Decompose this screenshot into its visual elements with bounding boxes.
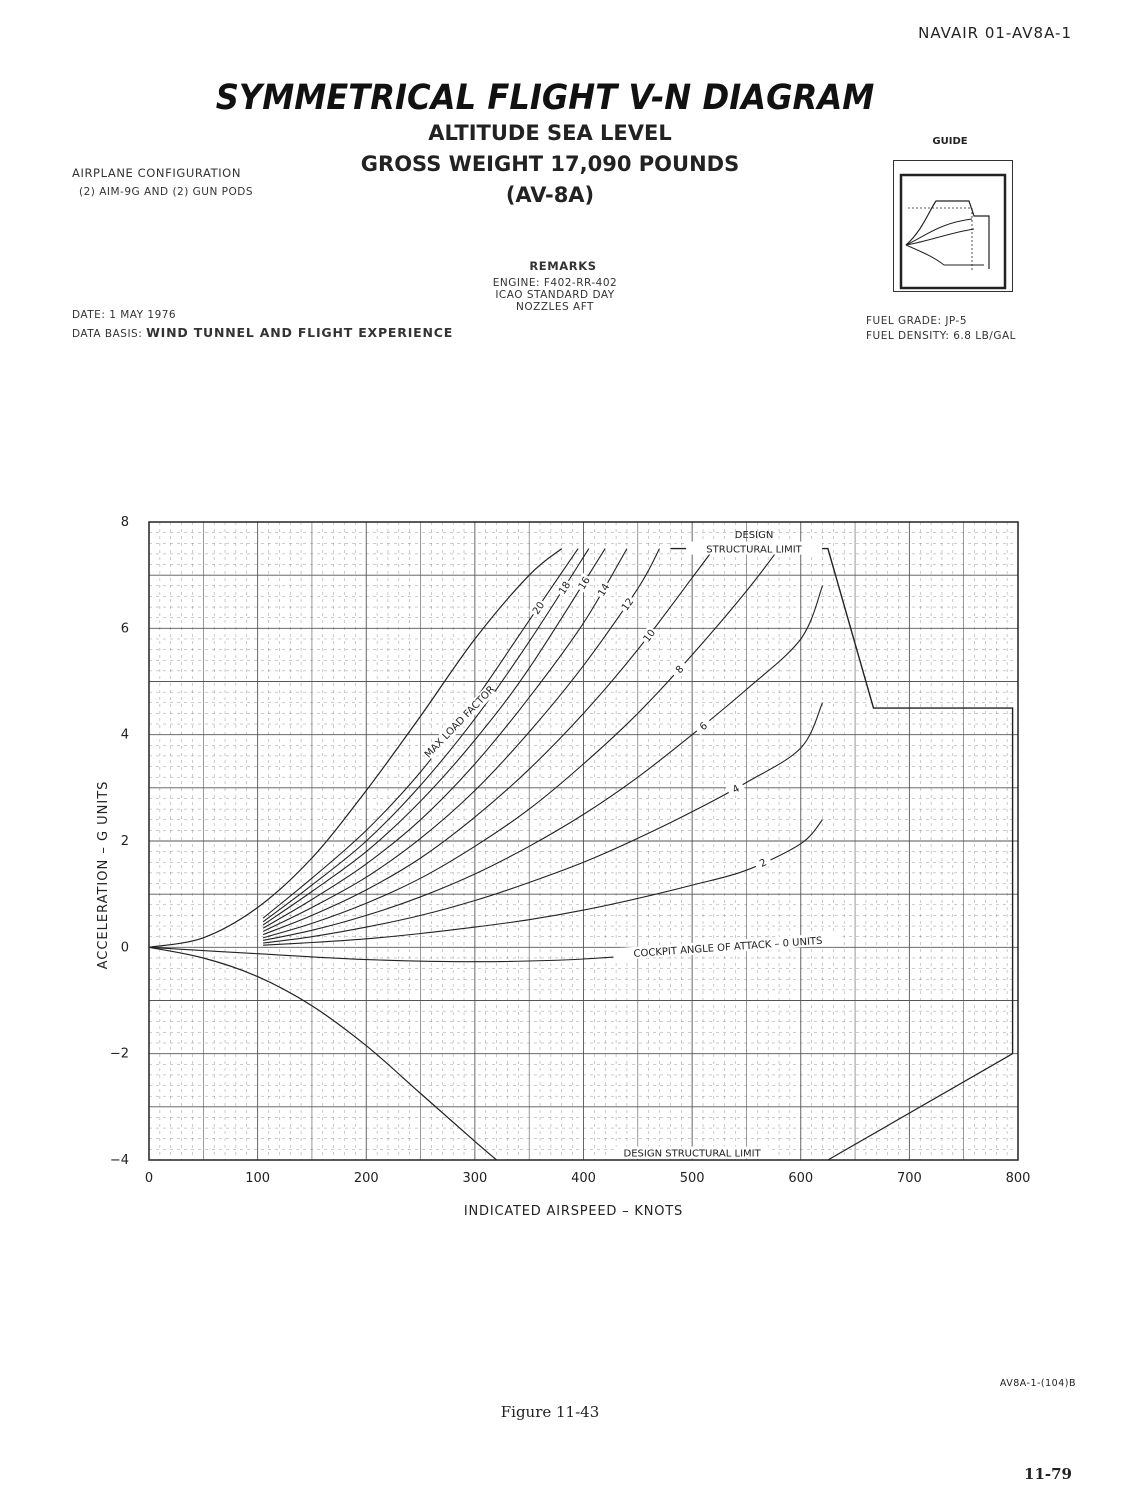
annotation-max-load: MAX LOAD FACTOR (422, 684, 498, 761)
vn-chart (0, 490, 1126, 1250)
y-tick-label: −4 (109, 1153, 129, 1168)
y-tick-label: 4 (120, 727, 129, 743)
x-axis-label: INDICATED AIRSPEED – KNOTS (463, 1204, 684, 1219)
x-tick-label: 500 (679, 1171, 705, 1186)
remarks-atmosphere: ICAO STANDARD DAY (495, 289, 615, 301)
subtitle-weight: GROSS WEIGHT 17,090 POUNDS (360, 152, 740, 176)
aoa-label-4: 4 (730, 783, 742, 797)
chart-grid-major (149, 522, 1018, 1160)
x-tick-label: 600 (788, 1171, 814, 1186)
y-tick-label: 0 (120, 940, 129, 956)
fuel-density: FUEL DENSITY: 6.8 LB/GAL (866, 330, 1016, 342)
aoa-label-8: 8 (673, 663, 687, 677)
remarks-engine: ENGINE: F402-RR-402 (492, 277, 618, 289)
x-tick-label: 100 (245, 1171, 271, 1186)
x-tick-label: 300 (462, 1171, 488, 1186)
data-basis (72, 325, 453, 340)
y-tick-label: −2 (109, 1046, 129, 1062)
y-tick-label: 8 (120, 515, 129, 530)
config-value: (2) AIM-9G AND (2) GUN PODS (79, 186, 254, 198)
chart-series-layer (149, 549, 1013, 1160)
aoa-line-4 (263, 703, 822, 943)
annotation-zero-aoa: COCKPIT ANGLE OF ATTACK – 0 UNITS (633, 935, 823, 960)
page-number: 11-79 (1024, 1465, 1072, 1483)
annotation-design-top-line1: DESIGN (734, 529, 774, 541)
x-tick-label: 0 (144, 1171, 154, 1186)
aoa-label-14: 14 (596, 582, 613, 599)
subtitle-altitude: ALTITUDE SEA LEVEL (428, 121, 672, 145)
structural-limit-positive-line (670, 549, 1012, 1054)
annotation-design-top-line2: STRUCTURAL LIMIT (706, 544, 802, 556)
aoa-label-6: 6 (697, 720, 710, 734)
aoa-label-16: 16 (576, 575, 593, 592)
guide-thumbnail (893, 160, 1013, 292)
aoa-label-20: 20 (530, 600, 548, 617)
config-label: AIRPLANE CONFIGURATION (72, 166, 242, 180)
remarks-label: REMARKS (529, 259, 597, 273)
y-tick-label: 6 (120, 621, 129, 637)
figure-caption: Figure 11-43 (500, 1403, 600, 1421)
aoa-line-10 (263, 549, 714, 935)
x-tick-label: 400 (571, 1171, 596, 1186)
aoa-label-12: 12 (620, 596, 637, 614)
annotation-design-bottom: DESIGN STRUCTURAL LIMIT (623, 1148, 761, 1160)
chart-x-ticks (145, 1171, 1031, 1186)
chart-y-ticks (110, 515, 129, 1168)
page-title: SYMMETRICAL FLIGHT V-N DIAGRAM (215, 78, 875, 118)
figure-code: AV8A-1-(104)B (999, 1378, 1076, 1389)
guide-thumbnail-icon (894, 161, 1012, 291)
x-tick-label: 200 (353, 1171, 379, 1186)
aoa-label-2: 2 (758, 857, 769, 870)
data-basis-value: WIND TUNNEL AND FLIGHT EXPERIENCE (146, 325, 454, 340)
aoa-line-16 (263, 549, 605, 925)
document-id: NAVAIR 01-AV8A-1 (918, 24, 1072, 42)
subtitle-model: (AV-8A) (505, 183, 595, 207)
date-line: DATE: 1 MAY 1976 (72, 309, 177, 321)
remarks-nozzles: NOZZLES AFT (516, 301, 594, 313)
aoa-label-18: 18 (557, 579, 574, 597)
x-tick-label: 700 (896, 1171, 922, 1186)
guide-label: GUIDE (932, 136, 968, 147)
y-tick-label: 2 (120, 834, 129, 849)
y-axis-label: ACCELERATION – G UNITS (96, 780, 111, 970)
x-tick-label: 800 (1005, 1171, 1031, 1186)
data-basis-label: DATA BASIS: (72, 328, 143, 340)
fuel-grade: FUEL GRADE: JP-5 (866, 315, 967, 327)
aoa-label-10: 10 (641, 627, 659, 645)
